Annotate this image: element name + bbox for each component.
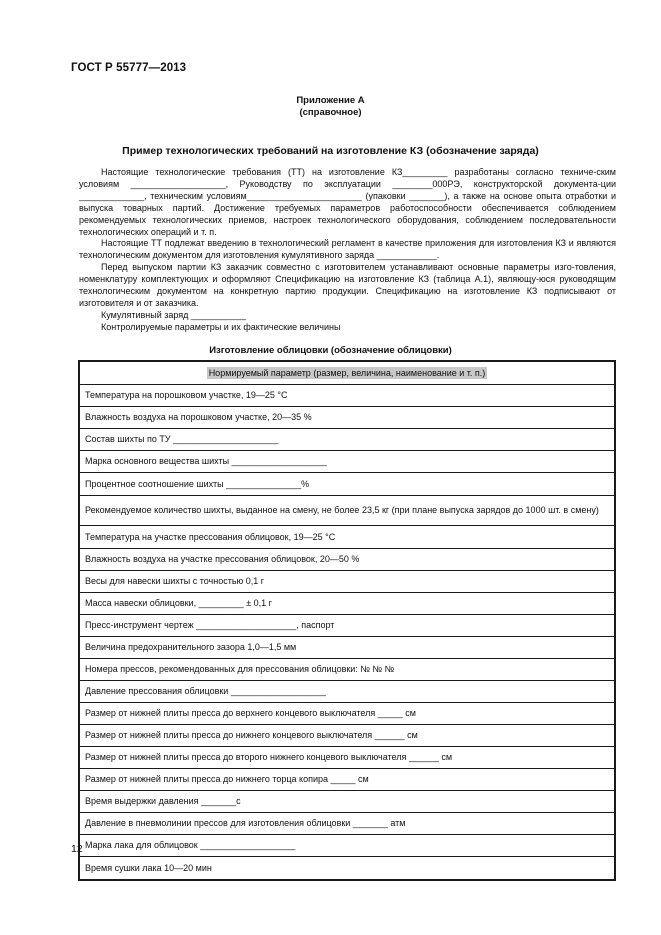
- standard-number: ГОСТ Р 55777—2013: [71, 62, 187, 74]
- table-row: Влажность воздуха на порошковом участке, 20—35 %: [80, 407, 614, 429]
- appendix-subtitle: (справочное): [299, 107, 362, 118]
- spec-table: [78, 360, 616, 881]
- table-row: Время выдержки давления _______с: [80, 791, 614, 813]
- table-row: Марка лака для облицовок ___________________: [80, 835, 614, 857]
- table-row: Размер от нижней плиты пресса до нижнего концевого выключателя ______ см: [80, 725, 614, 747]
- parameters-line: Контролируемые параметры и их фактические величины: [101, 321, 341, 332]
- paragraph-intro: Настоящие технологические требования (ТТ) на изготовление КЗ_________ разработаны согласно техниче-ским условиям ___________________, Руководству по эксплуатации ________000РЭ, конструкторской документа-ции _____________, техническим условиям_______________________ (упаковки _______), а также на основе опыта отработки и выпуска товарных партий. Достижение требуемых параметров работоспособности обеспечивается соблюдением рекомендуемых технологических приемов, настроек технологического оборудования, соблюдением последовательности технологических операций и т. п.: [79, 167, 616, 237]
- table-row: Номера прессов, рекомендованных для прессования облицовки: № № №: [80, 659, 614, 681]
- table-row: Рекомендуемое количество шихты, выданное на смену, не более 23,5 кг (при плане выпуска зарядов до 1000 шт. в смену): [80, 496, 614, 526]
- charge-line: Кумулятивный заряд ___________: [101, 309, 246, 320]
- table-row: Величина предохранительного зазора 1,0—1,5 мм: [80, 637, 614, 659]
- table-row: Размер от нижней плиты пресса до второго нижнего концевого выключателя ______ см: [80, 747, 614, 769]
- paragraph-regulation: Настоящие ТТ подлежат введению в технологический регламент в качестве приложения для изготовления КЗ и являются технологическим документом для изготовления кумулятивного заряда ____________.: [79, 238, 616, 261]
- table-row: Пресс-инструмент чертеж ____________________, паспорт: [80, 615, 614, 637]
- table-row: Температура на участке прессования облицовок, 19—25 °С: [80, 526, 614, 549]
- table-header: [80, 362, 614, 385]
- table-row: Время сушки лака 10—20 мин: [85, 862, 212, 873]
- table-row: Размер от нижней плиты пресса до верхнего концевого выключателя _____ см: [80, 703, 614, 725]
- table-header-label: Нормируемый параметр (размер, величина, наименование и т. п.): [208, 368, 486, 378]
- table-row: Масса навески облицовки, _________ ± 0,1 г: [80, 593, 614, 615]
- body-text: [79, 167, 616, 334]
- table-caption: Изготовление облицовки (обозначение облицовки): [209, 345, 452, 356]
- page-number: 12: [71, 843, 83, 855]
- paragraph-specification: Перед выпуском партии КЗ заказчик совместно с изготовителем устанавливают основные параметры изго-товления, номенклатуру комплектующих и оформляют Спецификацию на изготовление КЗ (таблица А.1), являющу-юся руководящим технологическим документом на конкретную партию продукции. Спецификацию на изготовление КЗ подписывают от изготовителя и от заказчика.: [79, 262, 616, 308]
- table-row: Состав шихты по ТУ _____________________: [80, 429, 614, 451]
- table-row: Давление в пневмолинии прессов для изготовления облицовки _______ атм: [80, 813, 614, 835]
- table-row: Температура на порошковом участке, 19—25 °С: [80, 385, 614, 407]
- appendix-title: Приложение А: [296, 95, 365, 106]
- table-row: Процентное соотношение шихты _______________%: [80, 473, 614, 496]
- table-row: Размер от нижней плиты пресса до нижнего торца копира _____ см: [80, 769, 614, 791]
- table-row: Давление прессования облицовки ___________________: [80, 681, 614, 703]
- table-row: Весы для навески шихты с точностью 0,1 г: [80, 571, 614, 593]
- document-title: Пример технологических требований на изготовление КЗ (обозначение заряда): [122, 145, 539, 157]
- table-row: Марка основного вещества шихты ___________________: [80, 451, 614, 473]
- table-row: Влажность воздуха на участке прессования облицовок, 20—50 %: [80, 549, 614, 571]
